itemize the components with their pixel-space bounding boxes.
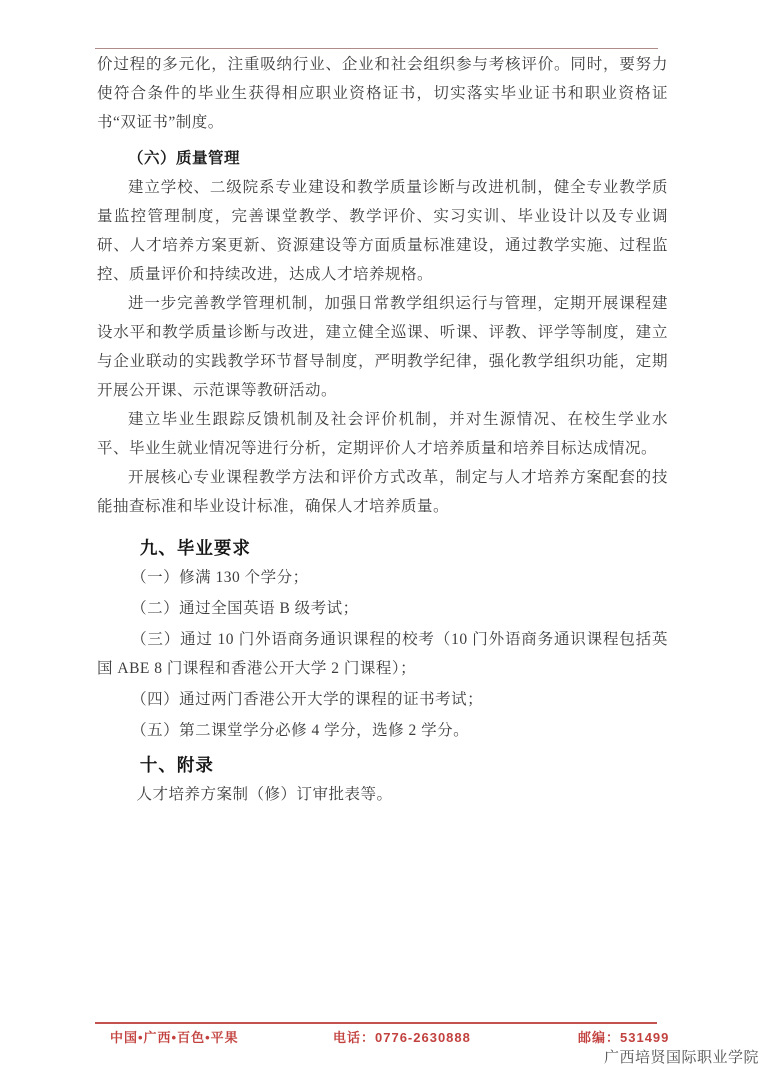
continuation-paragraph: 价过程的多元化，注重吸纳行业、企业和社会组织参与考核评价。同时，要努力使符合条件的毕业生获得相应职业资格证书，切实落实毕业证书和职业资格证书“双证书”制度。 bbox=[97, 56, 668, 131]
footer-location: 中国•广西•百色•平果 bbox=[110, 1030, 239, 1045]
graduation-requirement-item: （一）修满 130 个学分； bbox=[131, 569, 309, 586]
footer-postcode-number: 531499 bbox=[620, 1030, 670, 1045]
section-heading-quality-management: （六）质量管理 bbox=[128, 150, 241, 167]
graduation-requirement-item: （五）第二课堂学分必修 4 学分，选修 2 学分。 bbox=[131, 722, 470, 739]
footer-postcode-label: 邮编： bbox=[578, 1030, 621, 1045]
section-heading-appendix: 十、附录 bbox=[139, 755, 214, 775]
footer-phone-label: 电话： bbox=[333, 1030, 376, 1045]
quality-paragraph: 开展核心专业课程教学方法和评价方式改革，制定与人才培养方案配套的技能抽查标准和毕业设计标准，确保人才培养质量。 bbox=[97, 469, 668, 515]
appendix-paragraph: 人才培养方案制（修）订审批表等。 bbox=[136, 786, 393, 803]
quality-paragraph: 建立学校、二级院系专业建设和教学质量诊断与改进机制，健全专业教学质量监控管理制度，完善课堂教学、教学评价、实习实训、毕业设计以及专业调研、人才培养方案更新、资源建设等方面质量标准建设，通过教学实施、过程监控、质量评价和持续改进，达成人才培养规格。 bbox=[97, 179, 668, 283]
quality-paragraph: 进一步完善教学管理机制，加强日常教学组织运行与管理，定期开展课程建设水平和教学质量诊断与改进，建立健全巡课、听课、评教、评学等制度，建立与企业联动的实践教学环节督导制度，严明教学纪律，强化教学组织功能，定期开展公开课、示范课等教研活动。 bbox=[97, 295, 668, 399]
header-rule bbox=[95, 48, 658, 49]
section-heading-graduation-requirements: 九、毕业要求 bbox=[139, 538, 251, 558]
graduation-requirement-item: （四）通过两门香港公开大学的课程的证书考试； bbox=[131, 691, 484, 708]
college-name-watermark: 广西培贤国际职业学院 bbox=[603, 1049, 759, 1066]
graduation-requirement-item: （三）通过 10 门外语商务通识课程的校考（10 门外语商务通识课程包括英国 ABE 8 门课程和香港公开大学 2 门课程）； bbox=[97, 631, 668, 677]
document-body bbox=[97, 50, 668, 809]
footer-phone-number: 0776-2630888 bbox=[375, 1030, 471, 1045]
footer-postcode bbox=[578, 1027, 669, 1046]
graduation-requirement-item: （二）通过全国英语 B 级考试； bbox=[131, 600, 359, 617]
footer-rule bbox=[95, 1022, 657, 1024]
quality-paragraph: 建立毕业生跟踪反馈机制及社会评价机制，并对生源情况、在校生学业水平、毕业生就业情况等进行分析，定期评价人才培养质量和培养目标达成情况。 bbox=[97, 411, 668, 457]
footer-phone bbox=[333, 1027, 471, 1046]
